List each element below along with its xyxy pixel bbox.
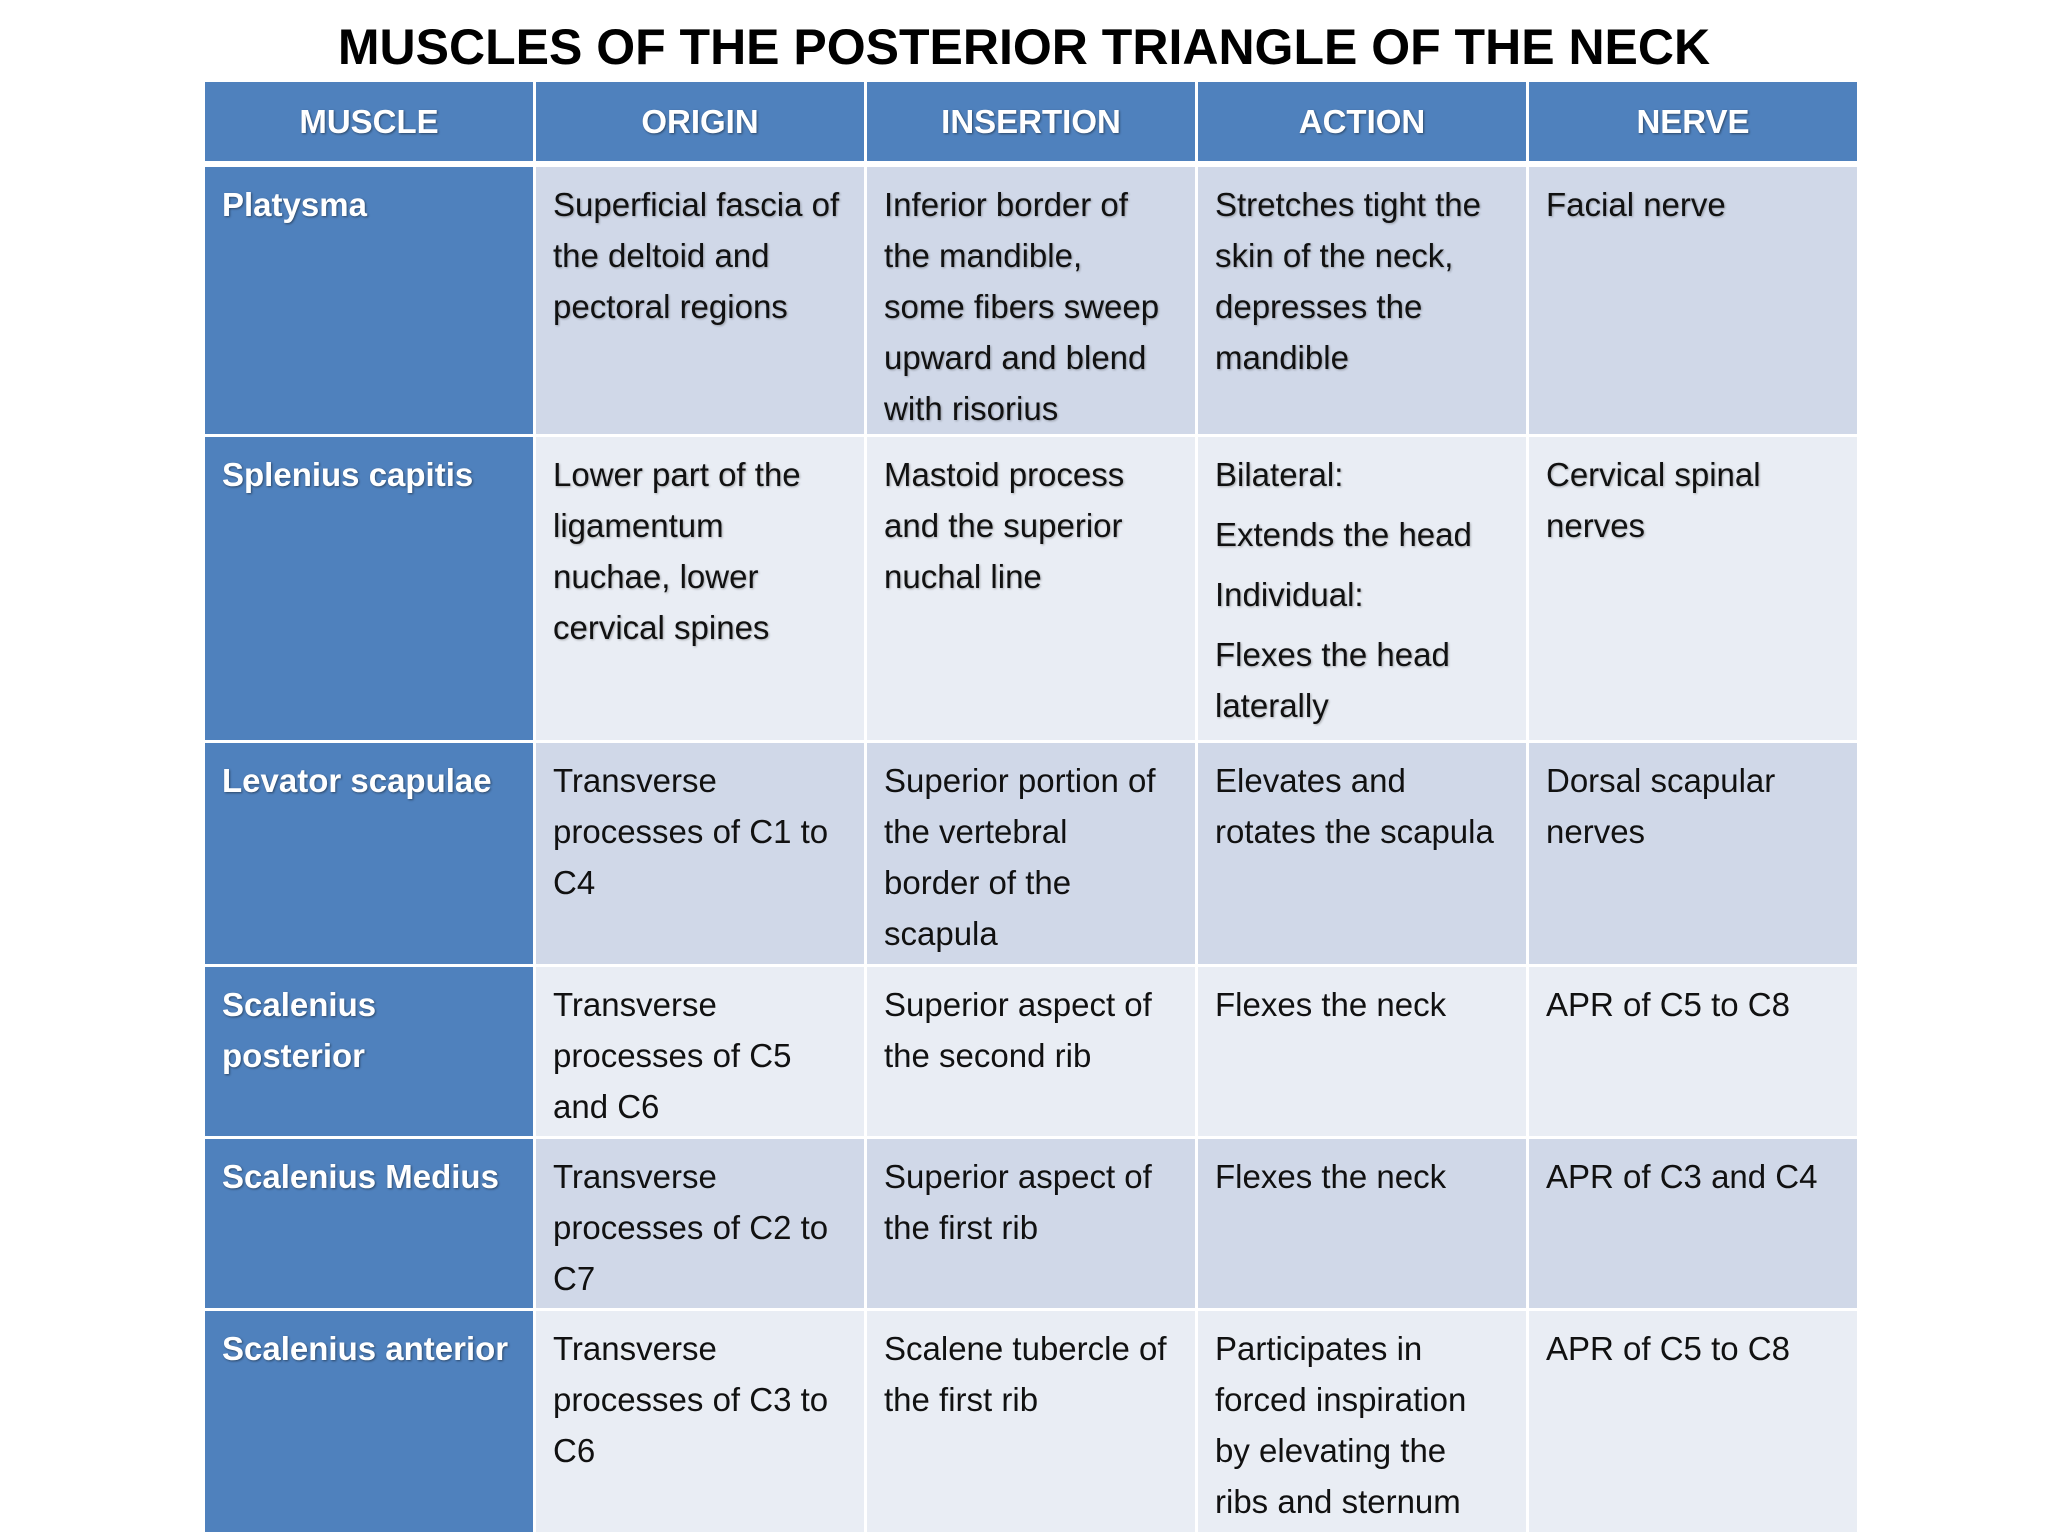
action-cell: Flexes the neck — [1197, 966, 1528, 1138]
table-row — [204, 742, 1859, 966]
table-row — [204, 1138, 1859, 1310]
action-cell: Elevates and rotates the scapula — [1197, 742, 1528, 966]
table-header-row — [204, 81, 1859, 165]
header-insertion: INSERTION — [866, 81, 1197, 165]
insertion-cell: Mastoid process and the superior nuchal line — [866, 436, 1197, 742]
table-row — [204, 966, 1859, 1138]
muscle-name-cell: Platysma — [204, 164, 535, 436]
nerve-cell: Dorsal scapular nerves — [1528, 742, 1859, 966]
muscle-table — [202, 79, 1860, 1535]
muscle-name-cell: Scalenius Medius — [204, 1138, 535, 1310]
origin-cell: Transverse processes of C3 to C6 — [535, 1310, 866, 1534]
nerve-cell: Cervical spinal nerves — [1528, 436, 1859, 742]
origin-cell: Transverse processes of C1 to C4 — [535, 742, 866, 966]
insertion-cell: Superior aspect of the first rib — [866, 1138, 1197, 1310]
muscle-name-cell: Scalenius posterior — [204, 966, 535, 1138]
action-cell: Flexes the neck — [1197, 1138, 1528, 1310]
nerve-cell: APR of C5 to C8 — [1528, 966, 1859, 1138]
muscle-name-cell: Scalenius anterior — [204, 1310, 535, 1534]
header-origin: ORIGIN — [535, 81, 866, 165]
insertion-cell: Inferior border of the mandible, some fibers sweep upward and blend with risorius — [866, 164, 1197, 436]
action-cell: Bilateral: Extends the head Individual: Flexes the head laterally — [1197, 436, 1528, 742]
action-cell: Stretches tight the skin of the neck, depresses the mandible — [1197, 164, 1528, 436]
origin-cell: Lower part of the ligamentum nuchae, lower cervical spines — [535, 436, 866, 742]
nerve-cell: Facial nerve — [1528, 164, 1859, 436]
insertion-cell: Superior aspect of the second rib — [866, 966, 1197, 1138]
page-title: MUSCLES OF THE POSTERIOR TRIANGLE OF THE NECK — [337, 19, 1711, 75]
table-row — [204, 1310, 1859, 1534]
insertion-cell: Scalene tubercle of the first rib — [866, 1310, 1197, 1534]
nerve-cell: APR of C5 to C8 — [1528, 1310, 1859, 1534]
header-action: ACTION — [1197, 81, 1528, 165]
origin-cell: Transverse processes of C2 to C7 — [535, 1138, 866, 1310]
muscle-name-cell: Levator scapulae — [204, 742, 535, 966]
insertion-cell: Superior portion of the vertebral border of the scapula — [866, 742, 1197, 966]
muscle-name-cell: Splenius capitis — [204, 436, 535, 742]
table-row — [204, 436, 1859, 742]
action-cell: Participates in forced inspiration by elevating the ribs and sternum — [1197, 1310, 1528, 1534]
origin-cell: Superficial fascia of the deltoid and pectoral regions — [535, 164, 866, 436]
header-muscle: MUSCLE — [204, 81, 535, 165]
origin-cell: Transverse processes of C5 and C6 — [535, 966, 866, 1138]
table-row — [204, 164, 1859, 436]
header-nerve: NERVE — [1528, 81, 1859, 165]
nerve-cell: APR of C3 and C4 — [1528, 1138, 1859, 1310]
